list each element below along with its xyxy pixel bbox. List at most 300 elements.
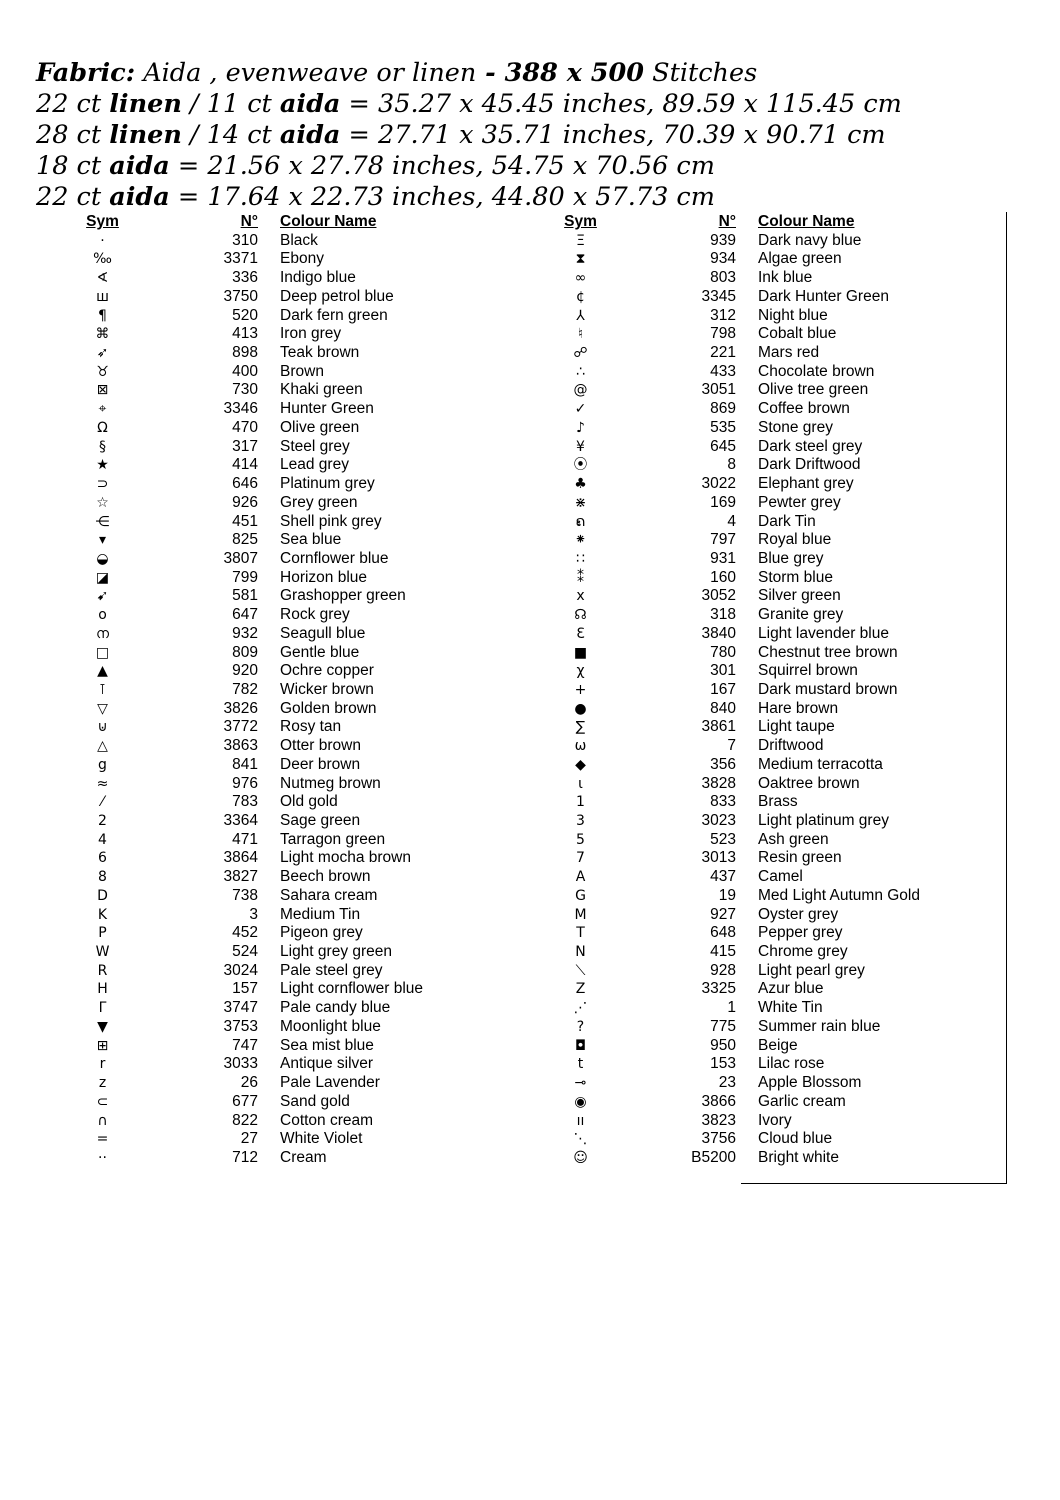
symbol-cell: ⧗	[575, 251, 586, 268]
colour-name-cell: Cobalt blue	[758, 325, 837, 343]
colour-name-cell: Mars red	[758, 344, 820, 362]
stitch-size: 388 x 500	[504, 58, 645, 88]
colour-name-cell: Garlic cream	[758, 1092, 846, 1110]
symbol-cell: +	[574, 681, 587, 698]
colour-name-cell: Bright white	[758, 1148, 839, 1166]
symbol-cell: ∑	[575, 719, 586, 736]
colour-name-cell: Dark steel grey	[758, 437, 863, 455]
symbol-cell: R	[97, 962, 108, 979]
colour-name-cell: Old gold	[280, 793, 338, 811]
symbol-cell: Z	[575, 981, 586, 998]
colour-name-cell: Khaki green	[280, 381, 363, 399]
dmc-number-cell: 23	[718, 1074, 736, 1092]
dmc-number-cell: 414	[232, 456, 258, 474]
colour-name-cell: Sea mist blue	[280, 1036, 374, 1054]
colour-name-cell: Elephant grey	[758, 475, 854, 493]
dmc-number-cell: 27	[240, 1130, 258, 1148]
symbol-cell: χ	[576, 663, 585, 680]
colour-name-cell: Olive green	[280, 418, 360, 436]
colour-name-cell: Steel grey	[280, 437, 350, 455]
colour-name-cell: Algae green	[758, 250, 842, 268]
dmc-number-cell: 3	[249, 905, 258, 923]
colour-name-cell: Brass	[758, 793, 798, 811]
colour-name-cell: Medium Tin	[280, 905, 361, 923]
dmc-number-cell: 747	[232, 1036, 258, 1054]
colour-name-cell: Dark Driftwood	[758, 456, 861, 474]
dmc-number-cell: 797	[710, 531, 736, 549]
colour-name-cell: Sage green	[280, 812, 361, 829]
colour-name-cell: Golden brown	[280, 699, 377, 717]
colour-name-cell: Seagull blue	[280, 624, 366, 642]
symbol-cell: ⊸	[574, 1075, 587, 1092]
symbol-cell: P	[98, 925, 107, 942]
count-text: 28 ct	[36, 120, 110, 150]
colour-name-cell: Night blue	[758, 306, 828, 324]
symbol-cell: ♉	[96, 363, 109, 380]
dmc-number-cell: 413	[232, 325, 258, 343]
dmc-number-cell: 3828	[701, 774, 736, 792]
symbol-cell: ●	[574, 700, 587, 717]
symbol-cell: ⋇	[574, 494, 587, 511]
colour-name-cell: Ebony	[280, 250, 324, 268]
col-header-colour-name: Colour Name	[280, 213, 377, 230]
symbol-cell: 5	[576, 831, 585, 848]
dmc-number-cell: 3827	[223, 868, 258, 886]
symbol-cell: ··	[98, 1149, 107, 1166]
symbol-cell: ш	[96, 288, 109, 305]
dmc-number-cell: 318	[710, 606, 736, 624]
dmc-number-cell: 581	[232, 587, 258, 605]
dmc-number-cell: 782	[232, 680, 258, 698]
colour-name-cell: Driftwood	[758, 737, 824, 755]
symbol-cell: =	[96, 1131, 109, 1148]
symbol-cell: ⌘	[95, 326, 110, 343]
dmc-number-cell: 437	[710, 868, 736, 886]
dmc-number-cell: 841	[232, 755, 258, 773]
size-line-22ct-aida	[36, 182, 1036, 213]
symbol-cell: g	[98, 756, 107, 773]
dmc-number-cell: 3864	[223, 849, 258, 867]
col-header-number: N°	[718, 213, 736, 230]
colour-name-cell: Olive tree green	[758, 381, 869, 399]
table-right-border	[1006, 212, 1007, 1184]
symbol-cell: ⊞	[96, 1037, 109, 1054]
symbol-cell: 1	[576, 794, 585, 811]
stitch-unit: Stitches	[644, 58, 758, 88]
dmc-number-cell: 3807	[223, 549, 258, 567]
dimensions-text: = 35.27 x 45.45 inches, 89.59 x 115.45 cm	[340, 89, 902, 119]
count-text: 18 ct	[36, 151, 110, 181]
symbol-cell: ന	[96, 625, 109, 642]
dmc-number-cell: 647	[232, 606, 258, 624]
symbol-cell: o	[98, 607, 107, 624]
dmc-number-cell: 3345	[701, 287, 736, 305]
fabric-label: Fabric:	[36, 58, 136, 88]
colour-name-cell: Dark Tin	[758, 512, 816, 530]
symbol-cell: t	[577, 1056, 584, 1073]
count-text: 22 ct	[36, 89, 110, 119]
dmc-number-cell: 780	[710, 643, 736, 661]
symbol-cell: z	[98, 1075, 107, 1092]
symbol-cell: ◒	[96, 550, 109, 567]
symbol-cell: K	[97, 906, 108, 923]
colour-name-cell: Wicker brown	[280, 680, 374, 698]
symbol-cell: ıı	[576, 1112, 585, 1129]
colour-name-cell: Apple Blossom	[758, 1074, 862, 1092]
colour-name-cell: Camel	[758, 868, 803, 886]
colour-name-cell: Pepper grey	[758, 924, 843, 942]
dmc-number-cell: 775	[710, 1017, 736, 1035]
colour-name-cell: Cloud blue	[758, 1130, 833, 1148]
symbol-cell: Ξ	[576, 232, 585, 249]
material-linen: linen	[109, 120, 182, 150]
dmc-number-cell: B5200	[691, 1148, 736, 1166]
dmc-number-cell: 738	[232, 886, 258, 904]
dmc-number-cell: 928	[710, 961, 736, 979]
symbol-cell: ·	[100, 232, 105, 249]
colour-name-cell: Ochre copper	[280, 662, 374, 680]
colour-name-cell: Teak brown	[280, 344, 360, 362]
colour-name-cell: Moonlight blue	[280, 1017, 381, 1035]
symbol-cell: 2	[98, 813, 107, 829]
colour-name-cell: Light lavender blue	[758, 624, 889, 642]
symbol-cell: ▼	[97, 1018, 108, 1035]
symbol-cell: W	[95, 944, 110, 961]
colour-name-cell: Royal blue	[758, 531, 832, 549]
colour-name-cell: Beech brown	[280, 868, 371, 886]
dmc-number-cell: 3772	[223, 718, 258, 736]
dmc-number-cell: 3866	[701, 1092, 736, 1110]
colour-name-cell: Resin green	[758, 849, 842, 867]
dmc-number-cell: 931	[710, 549, 736, 567]
dmc-number-cell: 932	[232, 624, 258, 642]
dmc-number-cell: 7	[727, 737, 736, 755]
symbol-cell: ɩ	[578, 775, 583, 792]
colour-name-cell: Otter brown	[280, 737, 361, 755]
symbol-cell: Γ	[98, 1000, 107, 1017]
symbol-cell: ⌖	[98, 401, 107, 418]
col-header-colour-name: Colour Name	[758, 213, 855, 230]
symbol-cell: ∢	[96, 270, 109, 287]
symbol-cell: M	[574, 906, 587, 923]
material-linen: linen	[109, 89, 182, 119]
dmc-number-cell: 3371	[223, 250, 258, 268]
colour-name-cell: Oaktree brown	[758, 774, 860, 792]
material-aida: aida	[109, 151, 170, 181]
table-bottom-border	[741, 1183, 1007, 1184]
count-text: / 11 ct	[181, 89, 280, 119]
dmc-number-cell: 3823	[701, 1111, 736, 1129]
dmc-number-cell: 1	[727, 999, 736, 1017]
colour-name-cell: Beige	[758, 1036, 798, 1054]
colour-name-cell: Deep petrol blue	[280, 287, 394, 305]
symbol-cell: ⁕	[574, 532, 587, 549]
symbol-cell: ⊃	[96, 476, 109, 493]
symbol-cell: @	[573, 382, 588, 399]
symbol-cell: ■	[573, 644, 588, 661]
dimensions-text: = 21.56 x 27.78 inches, 54.75 x 70.56 cm	[169, 151, 715, 181]
dmc-number-cell: 898	[232, 344, 258, 362]
colour-name-cell: Ash green	[758, 830, 829, 848]
symbol-cell: ∴	[576, 363, 585, 380]
dimensions-text: = 17.64 x 22.73 inches, 44.80 x 57.73 cm	[169, 182, 715, 212]
symbol-cell: r	[99, 1056, 106, 1073]
symbol-cell: 4	[98, 831, 107, 848]
symbol-cell: H	[97, 981, 108, 998]
colour-name-cell: Sea blue	[280, 531, 342, 549]
dmc-number-cell: 433	[710, 362, 736, 380]
dmc-number-cell: 523	[710, 830, 736, 848]
dmc-number-cell: 19	[718, 886, 736, 904]
colour-name-cell: Hunter Green	[280, 400, 374, 418]
colour-name-cell: Pale Lavender	[280, 1074, 380, 1092]
colour-name-cell: Cornflower blue	[280, 549, 389, 567]
symbol-cell: ≈	[96, 775, 109, 792]
colour-name-cell: Indigo blue	[280, 269, 356, 287]
colour-name-cell: Ink blue	[758, 269, 813, 287]
colour-name-cell: Grey green	[280, 493, 358, 511]
colour-name-cell: Dark fern green	[280, 306, 388, 324]
colour-name-cell: Stone grey	[758, 418, 833, 436]
dmc-number-cell: 3033	[223, 1055, 258, 1073]
symbol-cell: ▲	[97, 663, 108, 680]
col-header-sym: Sym	[564, 213, 597, 230]
dmc-number-cell: 798	[710, 325, 736, 343]
colour-name-cell: White Violet	[280, 1130, 363, 1148]
symbol-cell: ➹	[96, 588, 109, 605]
dmc-number-cell: 520	[232, 306, 258, 324]
dmc-number-cell: 452	[232, 924, 258, 942]
colour-name-cell: Cream	[280, 1148, 327, 1166]
symbol-cell: ⋲	[95, 513, 110, 530]
symbol-cell: ◘	[574, 1037, 587, 1054]
fabric-dash: -	[476, 58, 505, 88]
dmc-number-cell: 356	[710, 755, 736, 773]
symbol-cell: □	[95, 644, 110, 661]
symbol-cell: ➶	[96, 345, 109, 362]
dmc-number-cell: 3325	[701, 980, 736, 998]
symbol-cell: ⦿	[573, 457, 588, 474]
colour-name-cell: Silver green	[758, 587, 841, 605]
dmc-number-cell: 3052	[701, 587, 736, 605]
dmc-number-cell: 950	[710, 1036, 736, 1054]
colour-name-cell: Black	[280, 231, 318, 249]
colour-name-cell: Horizon blue	[280, 568, 368, 586]
dmc-number-cell: 3051	[701, 381, 736, 399]
dmc-number-cell: 646	[232, 475, 258, 493]
dmc-number-cell: 920	[232, 662, 258, 680]
colour-name-cell: Ivory	[758, 1111, 792, 1129]
dmc-number-cell: 153	[710, 1055, 736, 1073]
symbol-cell: §	[99, 438, 106, 455]
colour-name-cell: Shell pink grey	[280, 512, 382, 530]
dmc-number-cell: 712	[232, 1148, 258, 1166]
dmc-number-cell: 3756	[701, 1130, 736, 1148]
symbol-cell: G	[575, 887, 586, 904]
dmc-number-cell: 3024	[223, 961, 258, 979]
material-aida: aida	[109, 182, 170, 212]
symbol-cell: N	[575, 944, 586, 961]
symbol-cell: ♪	[576, 419, 585, 436]
symbol-cell: ⟍	[575, 962, 586, 979]
colour-name-cell: Sand gold	[280, 1092, 350, 1110]
dmc-number-cell: 26	[240, 1074, 258, 1092]
colour-name-cell: Cotton cream	[280, 1111, 374, 1129]
dmc-number-cell: 926	[232, 493, 258, 511]
material-aida: aida	[279, 89, 341, 119]
dmc-number-cell: 3747	[223, 999, 258, 1017]
symbol-cell: ☺	[573, 1149, 588, 1166]
dmc-number-cell: 976	[232, 774, 258, 792]
symbol-cell: ⁑	[577, 569, 584, 586]
symbol-cell: △	[97, 738, 108, 755]
dmc-number-cell: 8	[727, 456, 736, 474]
dmc-number-cell: 840	[710, 699, 736, 717]
symbol-cell: ▾	[98, 532, 107, 549]
colour-name-cell: Dark navy blue	[758, 231, 862, 249]
dmc-number-cell: 221	[710, 344, 736, 362]
colour-name-cell: Rock grey	[280, 606, 350, 624]
size-line-28ct-linen	[36, 120, 1036, 151]
colour-name-cell: Azur blue	[758, 980, 824, 998]
colour-name-cell: Dark Hunter Green	[758, 287, 889, 305]
symbol-cell: ⅄	[576, 307, 585, 324]
dmc-number-cell: 415	[710, 943, 736, 961]
colour-name-cell: Chocolate brown	[758, 362, 875, 380]
symbol-cell: ¢	[576, 288, 585, 305]
dmc-number-cell: 317	[232, 437, 258, 455]
dmc-number-cell: 648	[710, 924, 736, 942]
symbol-cell: ∞	[574, 270, 587, 287]
dmc-number-cell: 400	[232, 362, 258, 380]
symbol-cell: ◆	[575, 756, 586, 773]
symbol-cell: ☍	[573, 345, 588, 362]
symbol-cell: Ɛ	[576, 625, 585, 642]
colour-name-cell: Storm blue	[758, 568, 833, 586]
dmc-number-cell: 3346	[223, 400, 258, 418]
colour-name-cell: Light mocha brown	[280, 849, 411, 867]
colour-name-cell: White Tin	[758, 999, 823, 1017]
col-header-sym: Sym	[86, 213, 119, 230]
symbol-cell: 3	[576, 813, 585, 829]
dmc-number-cell: 3364	[223, 812, 258, 829]
dmc-number-cell: 336	[232, 269, 258, 287]
colour-name-cell: Lead grey	[280, 456, 349, 474]
colour-name-cell: Iron grey	[280, 325, 342, 343]
dmc-number-cell: 3750	[223, 287, 258, 305]
dmc-number-cell: 3013	[701, 849, 736, 867]
dmc-number-cell: 809	[232, 643, 258, 661]
symbol-cell: ◉	[574, 1093, 587, 1110]
symbol-cell: ⊂	[96, 1093, 109, 1110]
symbol-cell: ?	[576, 1018, 585, 1035]
dmc-number-cell: 524	[232, 943, 258, 961]
colour-name-cell: Med Light Autumn Gold	[758, 886, 920, 904]
symbol-cell: ★	[96, 457, 109, 474]
colour-name-cell: Pewter grey	[758, 493, 841, 511]
colour-name-cell: Chrome grey	[758, 943, 848, 961]
dmc-number-cell: 471	[232, 830, 258, 848]
colour-name-cell: Brown	[280, 362, 324, 380]
dmc-number-cell: 927	[710, 905, 736, 923]
colour-name-cell: Grashopper green	[280, 587, 406, 605]
dmc-number-cell: 3022	[701, 475, 736, 493]
dmc-number-cell: 312	[710, 306, 736, 324]
dmc-number-cell: 939	[710, 231, 736, 249]
dmc-number-cell: 157	[232, 980, 258, 998]
symbol-cell: ◪	[95, 569, 110, 586]
symbol-cell: ▽	[97, 700, 108, 717]
symbol-cell: ຄ	[575, 513, 586, 530]
fabric-types: Aida , evenweave or linen	[135, 58, 477, 88]
dmc-number-cell: 730	[232, 381, 258, 399]
dmc-number-cell: 167	[710, 680, 736, 698]
size-line-22ct-linen	[36, 89, 1036, 120]
symbol-cell: A	[575, 869, 586, 886]
dmc-number-cell: 799	[232, 568, 258, 586]
colour-name-cell: Antique silver	[280, 1055, 374, 1073]
symbol-cell: ♮	[577, 326, 583, 343]
symbol-cell: ω	[574, 738, 587, 755]
dmc-number-cell: 535	[710, 418, 736, 436]
dmc-number-cell: 833	[710, 793, 736, 811]
symbol-cell: ¥	[576, 438, 585, 455]
size-line-18ct-aida	[36, 151, 1036, 182]
dmc-number-cell: 3840	[701, 624, 736, 642]
dmc-number-cell: 4	[727, 512, 736, 530]
dmc-number-cell: 310	[232, 231, 258, 249]
dmc-number-cell: 822	[232, 1111, 258, 1129]
colour-name-cell: Squirrel brown	[758, 662, 858, 680]
col-header-number: N°	[240, 213, 258, 230]
symbol-cell: ⊠	[96, 382, 109, 399]
colour-name-cell: Pigeon grey	[280, 924, 363, 942]
dmc-number-cell: 3023	[701, 812, 736, 829]
dmc-number-cell: 169	[710, 493, 736, 511]
count-text: / 14 ct	[181, 120, 280, 150]
colour-name-cell: Summer rain blue	[758, 1017, 881, 1035]
symbol-cell: ¶	[98, 307, 107, 324]
dmc-number-cell: 3861	[701, 718, 736, 736]
colour-name-cell: Hare brown	[758, 699, 839, 717]
symbol-cell: ⋰	[573, 1000, 588, 1017]
fabric-line	[36, 58, 1036, 89]
dmc-number-cell: 803	[710, 269, 736, 287]
colour-name-cell: Pale steel grey	[280, 961, 383, 979]
colour-name-cell: Deer brown	[280, 755, 361, 773]
symbol-cell: x	[576, 588, 585, 605]
material-aida: aida	[279, 120, 341, 150]
colour-name-cell: Oyster grey	[758, 905, 839, 923]
dmc-number-cell: 783	[232, 793, 258, 811]
colour-name-cell: Lilac rose	[758, 1055, 825, 1073]
symbol-cell: D	[97, 887, 108, 904]
count-text: 22 ct	[36, 182, 110, 212]
symbol-cell: ∷	[576, 550, 585, 567]
symbol-cell: 7	[576, 850, 585, 867]
dmc-number-cell: 3753	[223, 1017, 258, 1035]
symbol-cell: ✓	[574, 401, 587, 418]
dmc-number-cell: 301	[710, 662, 736, 680]
dmc-number-cell: 470	[232, 418, 258, 436]
dmc-number-cell: 645	[710, 437, 736, 455]
symbol-cell: ☆	[96, 494, 109, 511]
colour-name-cell: Light grey green	[280, 943, 393, 961]
colour-name-cell: Rosy tan	[280, 718, 342, 736]
colour-name-cell: Light platinum grey	[758, 812, 889, 829]
colour-name-cell: Medium terracotta	[758, 755, 883, 773]
colour-name-cell: Blue grey	[758, 549, 824, 567]
